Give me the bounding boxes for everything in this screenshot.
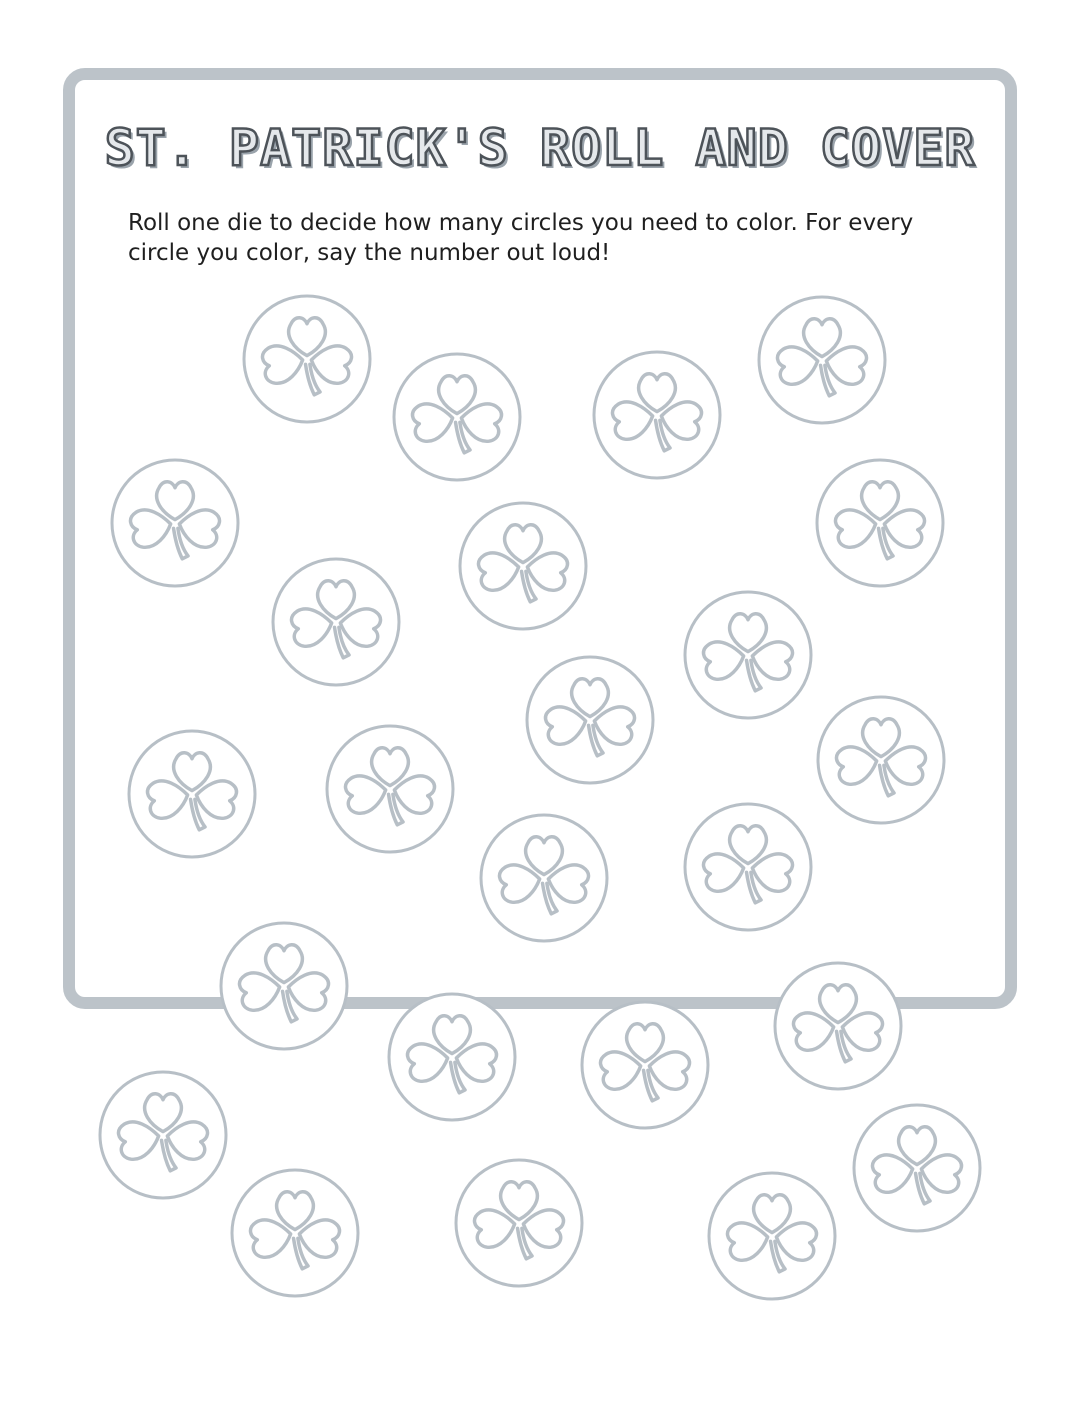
- coin: [854, 1105, 980, 1231]
- coin: [389, 994, 515, 1120]
- page-title: ST. PATRICK'S ROLL AND COVER: [104, 119, 976, 177]
- coin: [232, 1170, 358, 1296]
- coin: [759, 297, 885, 423]
- coin: [327, 726, 453, 852]
- coin: [685, 592, 811, 718]
- coin: [456, 1160, 582, 1286]
- coin: [527, 657, 653, 783]
- coin: [685, 804, 811, 930]
- coin: [818, 697, 944, 823]
- coin: [817, 460, 943, 586]
- coin: [594, 352, 720, 478]
- coin: [112, 460, 238, 586]
- coin: [244, 296, 370, 422]
- coin: [273, 559, 399, 685]
- coin: [460, 503, 586, 629]
- coin: [582, 1002, 708, 1128]
- coin: [481, 815, 607, 941]
- coin: [709, 1173, 835, 1299]
- coin: [394, 354, 520, 480]
- coin: [100, 1072, 226, 1198]
- coin: [129, 731, 255, 857]
- coin: [775, 963, 901, 1089]
- coin: [221, 923, 347, 1049]
- instructions-text: Roll one die to decide how many circles you need to color. For every circle you color, say the number out loud!: [128, 210, 914, 266]
